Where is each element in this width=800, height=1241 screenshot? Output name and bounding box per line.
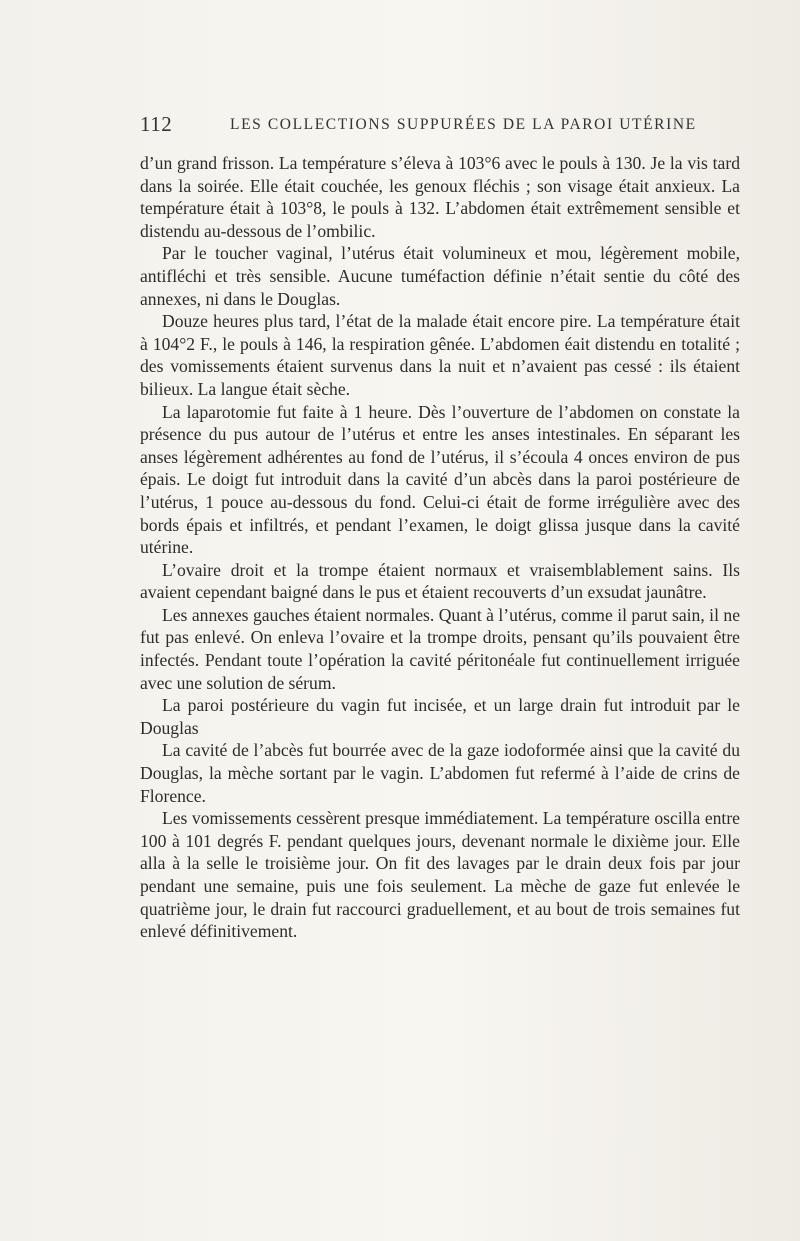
- paragraph-twelve-hours-later: Douze heures plus tard, l’état de la malade était encore pire. La température était à 104°2 F., le pouls à 146, la respiration gênée. L’abdomen éait distendu en totalité ; des vomissements étaient survenus dans la nuit et n’avaient pas cessé : ils étaient bilieux. La langue était sèche.: [140, 311, 740, 399]
- paragraph-laparotomy: La laparotomie fut faite à 1 heure. Dès l’ouverture de l’abdomen on constate la présence du pus autour de l’utérus et entre les anses intestinales. En séparant les anses légèrement adhérentes au fond de l’utérus, il s’écoula 4 onces environ de pus épais. Le doigt fut introduit dans la cavité d’un abcès dans la paroi postérieure de l’utérus, 1 pouce au-dessous du fond. Celui-ci était de forme irrégulière avec des bords épais et infiltrés, et pendant l’examen, le doigt glissa jusque dans la cavité utérine.: [140, 401, 740, 558]
- running-head: [140, 112, 740, 138]
- paragraph-left-annexes: Les annexes gauches étaient normales. Quant à l’utérus, comme il parut sain, il ne fut pas enlevé. On enleva l’ovaire et la trompe droits, pensant qu’ils pouvaient être infectés. Pendant toute l’opération la cavité péritonéale fut continuellement irriguée avec une solution de sérum.: [140, 604, 740, 693]
- paragraph-abscess-packing: La cavité de l’abcès fut bourrée avec de la gaze iodoformée ainsi que la cavité du Douglas, la mèche sortant par le vagin. L’abdomen fut refermé à l’aide de crins de Florence.: [140, 740, 740, 806]
- body-text: [140, 152, 740, 943]
- paragraph-recovery: Les vomissements cessèrent presque immédiatement. La température oscilla entre 100 à 101 degrés F. pendant quelques jours, devenant normale le dixième jour. Elle alla à la selle le troisième jour. On fit des lavages par le drain deux fois par jour pendant une semaine, puis une fois seulement. La mèche de gaze fut enlevée le quatrième jour, le drain fut raccourci graduellement, et au bout de trois semaines fut enlevé définitivement.: [140, 808, 740, 942]
- paragraph-vaginal-exam: Par le toucher vaginal, l’utérus était volumineux et mou, légèrement mobile, antifléchi et très sensible. Aucune tuméfaction définie n’était sentie du côté des annexes, ni dans le Douglas.: [140, 243, 740, 309]
- paragraph-right-ovary: L’ovaire droit et la trompe étaient normaux et vraisemblablement sains. Ils avaient cependant baigné dans le pus et étaient recouverts d’un exsudat jaunâtre.: [140, 559, 740, 603]
- paragraph-vaginal-incision: La paroi postérieure du vagin fut incisée, et un large drain fut introduit par le Douglas: [140, 695, 740, 738]
- page-number: 112: [140, 112, 173, 136]
- running-title: LES COLLECTIONS SUPPURÉES DE LA PAROI UTÉRINE: [230, 116, 697, 133]
- paper-smudge: [678, 910, 688, 916]
- paragraph-continuation: d’un grand frisson. La température s’éleva à 103°6 avec le pouls à 130. Je la vis tard dans la soirée. Elle était couchée, les genoux fléchis ; son visage était anxieux. La température était à 103°8, le pouls à 132. L’abdomen était extrêmement sensible et distendu au-dessous de l’ombilic.: [140, 153, 740, 241]
